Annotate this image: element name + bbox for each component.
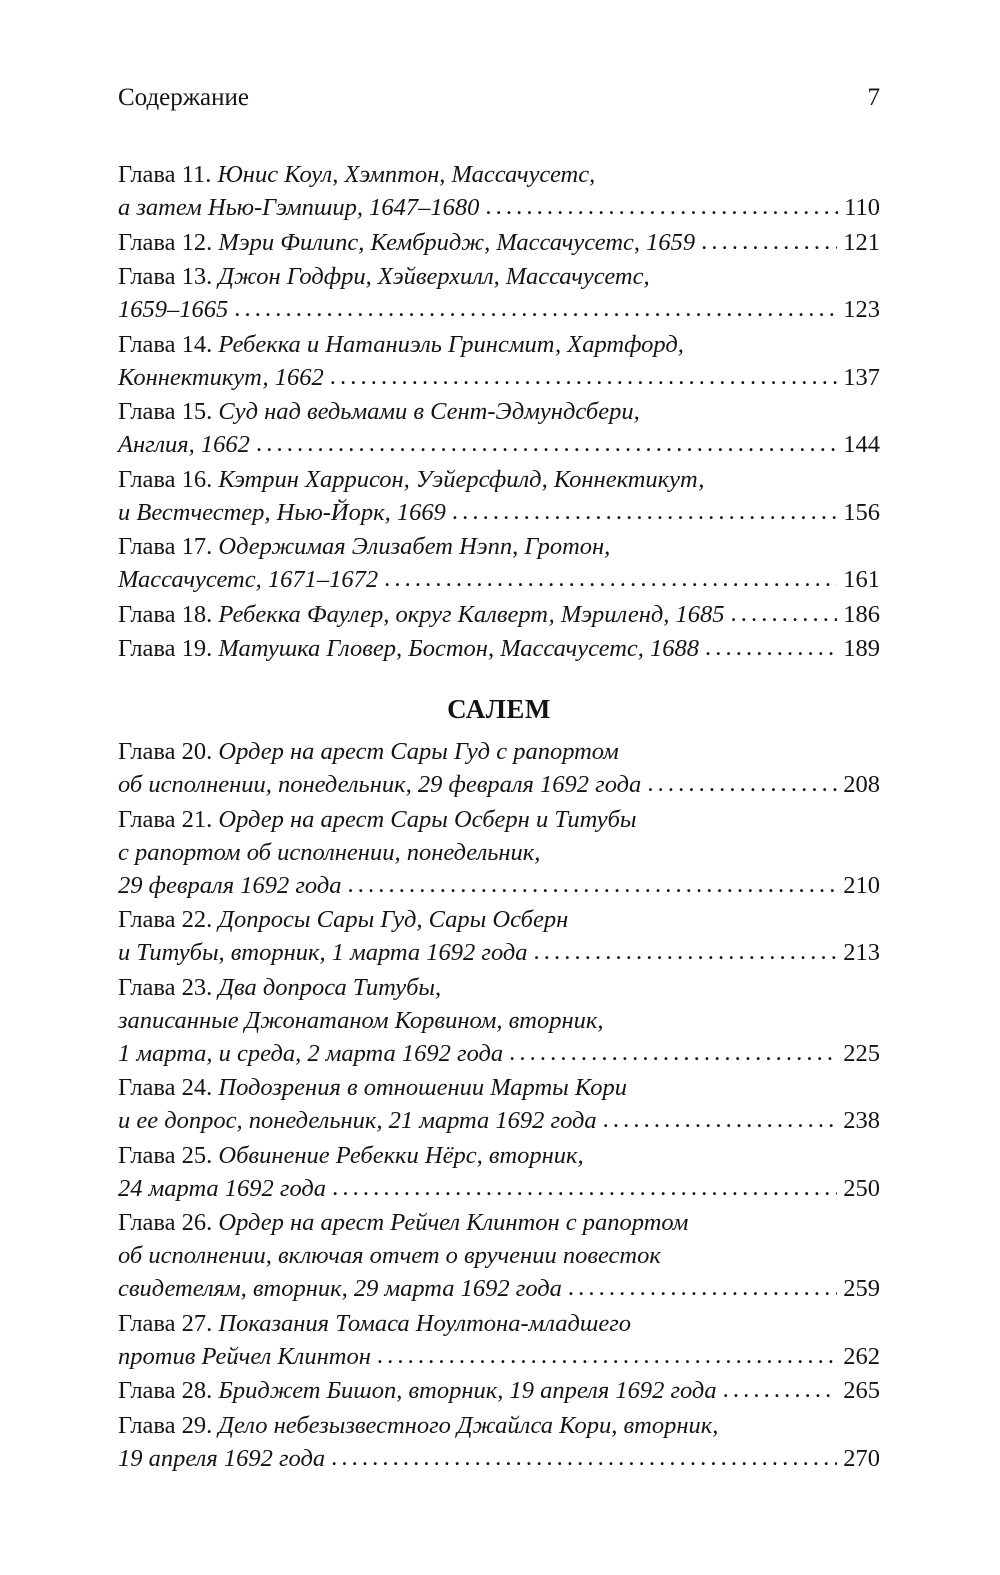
toc-page-number: 259 — [843, 1275, 880, 1302]
toc-entry[interactable] — [118, 1409, 880, 1475]
dot-leader — [485, 190, 838, 223]
chapter-label: Глава 22. — [118, 906, 213, 933]
toc-entry[interactable] — [118, 735, 880, 801]
chapter-title-line: Ордер на арест Сары Осберн и Титубы — [218, 805, 637, 833]
dot-leader — [347, 868, 837, 901]
chapter-title-line: Коннектикут, 1662 — [118, 363, 324, 391]
dot-leader — [647, 767, 837, 800]
chapter-title-line: Юнис Коул, Хэмптон, Массачусетс, — [217, 161, 596, 188]
chapter-title-line: и ее допрос, понедельник, 21 марта 1692 года — [118, 1107, 597, 1134]
chapter-title-line: Показания Томаса Ноултона-младшего — [218, 1309, 632, 1337]
toc-page-number: 123 — [843, 296, 880, 323]
dot-leader — [509, 1036, 837, 1069]
toc-entry-text — [118, 361, 324, 394]
running-head-title: Содержание — [118, 84, 249, 111]
chapter-title-line: Подозрения в отношении Марты Кори — [218, 1074, 627, 1101]
toc-entry-text — [118, 1209, 688, 1236]
dot-leader — [731, 597, 838, 630]
toc-entry-text — [118, 1310, 631, 1337]
toc-entry-text — [118, 1074, 627, 1101]
chapter-label: Глава 13. — [118, 263, 213, 290]
toc-entry[interactable] — [118, 1139, 880, 1205]
toc-entry-line — [118, 1409, 880, 1442]
toc-entry[interactable] — [118, 530, 880, 596]
chapter-title-line: Ордер на арест Рейчел Клинтон с рапортом — [218, 1209, 689, 1236]
chapter-title-line: Массачусетс, 1671–1672 — [118, 566, 379, 593]
toc-entry-line — [118, 260, 880, 293]
toc-page-number: 210 — [843, 871, 880, 899]
toc-entry-line — [118, 395, 880, 428]
chapter-title-line: Одержимая Элизабет Нэпп, Гротон, — [218, 533, 611, 560]
toc-entry[interactable] — [118, 158, 880, 224]
toc-page-number: 144 — [843, 431, 880, 458]
toc-entry-line — [118, 869, 880, 902]
chapter-title-line: 29 февраля 1692 года — [118, 871, 342, 899]
toc-entry-line — [118, 158, 880, 191]
toc-page-number: 110 — [844, 194, 880, 221]
toc-entry-line — [118, 328, 880, 361]
toc-entry-text — [118, 331, 684, 358]
chapter-label: Глава 11. — [118, 161, 212, 188]
toc-entry-line — [118, 463, 880, 496]
toc-entry-line — [118, 1004, 880, 1037]
chapter-title-line: Англия, 1662 — [118, 431, 250, 458]
toc-entry-text — [118, 1142, 584, 1169]
toc-entry[interactable] — [118, 328, 880, 394]
toc-entry-line — [118, 563, 880, 596]
chapter-title-line: Мэри Филипс, Кембридж, Массачусетс, 1659 — [218, 228, 696, 256]
toc-entry-line — [118, 836, 880, 869]
toc-entry-line — [118, 936, 880, 969]
toc-entry[interactable] — [118, 1374, 880, 1407]
toc-entry-text — [118, 839, 540, 866]
toc-page-number: 213 — [843, 939, 880, 966]
chapter-title-line: об исполнении, включая отчет о вручении повесток — [118, 1242, 661, 1269]
toc-entry-text — [118, 1037, 503, 1070]
toc-entry-line — [118, 1139, 880, 1172]
toc-entry[interactable] — [118, 1206, 880, 1305]
toc-entry-line — [118, 1340, 880, 1373]
chapter-title-line: Ребекка Фаулер, округ Калверт, Мэриленд, 1685 — [218, 600, 725, 628]
toc-entry[interactable] — [118, 632, 880, 665]
chapter-label: Глава 19. — [118, 635, 213, 662]
chapter-title-line: об исполнении, понедельник, 29 февраля 1692 года — [118, 771, 642, 798]
dot-leader — [384, 562, 837, 595]
toc-entry-line — [118, 496, 880, 529]
toc-page-number: 208 — [843, 771, 880, 798]
toc-entry-line — [118, 803, 880, 836]
toc-entry-line — [118, 1206, 880, 1239]
chapter-title-line: 1659–1665 — [118, 296, 229, 323]
toc-page-number: 262 — [843, 1342, 880, 1370]
toc-entry-line — [118, 1071, 880, 1104]
toc-list-part2 — [118, 735, 880, 1475]
chapter-title-line: Суд над ведьмами в Сент-Эдмундсбери, — [218, 398, 640, 425]
toc-entry-text — [118, 1442, 325, 1475]
section-heading-salem: САЛЕМ — [447, 694, 551, 724]
toc-entry-text — [118, 906, 568, 933]
chapter-label: Глава 26. — [118, 1209, 213, 1236]
toc-entry-line — [118, 1374, 880, 1407]
chapter-label: Глава 25. — [118, 1141, 213, 1169]
toc-entry[interactable] — [118, 1071, 880, 1137]
chapter-label: Глава 24. — [118, 1074, 213, 1101]
toc-page-number: 137 — [843, 363, 880, 391]
toc-page-number: 225 — [843, 1039, 880, 1067]
toc-entry-line — [118, 1307, 880, 1340]
toc-entry-line — [118, 1104, 880, 1137]
dot-leader — [701, 225, 837, 258]
toc-page-number: 121 — [843, 228, 880, 256]
toc-entry-text — [118, 598, 725, 631]
toc-entry-text — [118, 869, 341, 902]
toc-entry-line — [118, 226, 880, 259]
toc-page-number: 189 — [843, 635, 880, 662]
toc-entry-text — [118, 293, 228, 326]
chapter-title-line: Бриджет Бишоп, вторник, 19 апреля 1692 года — [218, 1377, 717, 1404]
toc-page-number: 265 — [843, 1377, 880, 1404]
toc-entry-text — [118, 1242, 661, 1269]
toc-entry-line — [118, 1442, 880, 1475]
toc-entry[interactable] — [118, 463, 880, 529]
chapter-title-line: Кэтрин Харрисон, Уэйерсфилд, Коннектикут, — [218, 465, 705, 493]
dot-leader — [705, 631, 837, 664]
chapter-label: Глава 23. — [118, 973, 213, 1001]
toc-entry[interactable] — [118, 971, 880, 1070]
toc-entry[interactable] — [118, 395, 880, 461]
toc-entry-text — [118, 974, 441, 1001]
toc-entry-line — [118, 361, 880, 394]
chapter-title-line: и Вестчестер, Нью-Йорк, 1669 — [118, 498, 446, 526]
toc-entry-text — [118, 1272, 562, 1305]
toc-entry-line — [118, 293, 880, 326]
toc-entry-text — [118, 632, 699, 665]
toc-entry-text — [118, 768, 641, 801]
chapter-label: Глава 28. — [118, 1377, 213, 1404]
toc-entry-line — [118, 1272, 880, 1305]
toc-entry-text — [118, 806, 637, 833]
toc-entry-line — [118, 1239, 880, 1272]
chapter-label: Глава 12. — [118, 228, 213, 256]
toc-entry-text — [118, 428, 250, 461]
toc-entry-text — [118, 1172, 326, 1205]
dot-leader — [603, 1103, 838, 1136]
toc-page-number: 156 — [843, 498, 880, 526]
toc-entry-line — [118, 768, 880, 801]
chapter-title-line: 24 марта 1692 года — [118, 1174, 327, 1202]
chapter-label: Глава 20. — [118, 738, 213, 765]
toc-entry-line — [118, 971, 880, 1004]
toc-entry-text — [118, 563, 378, 596]
toc-entry-text — [118, 936, 528, 969]
toc-page-number: 186 — [843, 600, 880, 628]
dot-leader — [452, 495, 837, 528]
chapter-label: Глава 29. — [118, 1411, 213, 1439]
toc-entry-line — [118, 1172, 880, 1205]
chapter-title-line: Джон Годфри, Хэйверхилл, Массачусетс, — [218, 263, 650, 290]
chapter-title-line: Два допроса Титубы, — [218, 973, 442, 1001]
dot-leader — [377, 1339, 837, 1372]
toc-entry-text — [118, 226, 695, 259]
toc-list-part1 — [118, 158, 880, 665]
toc-entry-text — [118, 1374, 717, 1407]
toc-entry-text — [118, 1007, 604, 1034]
dot-leader — [534, 935, 838, 968]
toc-entry-line — [118, 428, 880, 461]
toc-page-number: 270 — [843, 1444, 880, 1472]
chapter-label: Глава 14. — [118, 330, 213, 358]
chapter-title-line: Допросы Сары Гуд, Сары Осберн — [218, 906, 569, 933]
chapter-title-line: Дело небезызвестного Джайлса Кори, вторник, — [218, 1411, 719, 1439]
running-head — [118, 78, 880, 118]
chapter-title-line: Матушка Гловер, Бостон, Массачусетс, 1688 — [218, 635, 700, 662]
page-number: 7 — [867, 84, 880, 111]
chapter-title-line: и Титубы, вторник, 1 марта 1692 года — [118, 939, 528, 966]
toc-entry-line — [118, 598, 880, 631]
dot-leader — [568, 1271, 837, 1304]
chapter-label: Глава 15. — [118, 398, 213, 425]
toc-entry[interactable] — [118, 226, 880, 259]
toc-entry-text — [118, 466, 704, 493]
toc-entry-line — [118, 191, 880, 224]
toc-entry-text — [118, 1340, 371, 1373]
chapter-title-line: Ребекка и Натаниэль Гринсмит, Хартфорд, — [218, 330, 684, 358]
chapter-title-line: а затем Нью-Гэмпшир, 1647–1680 — [118, 194, 480, 221]
chapter-title-line: свидетелям, вторник, 29 марта 1692 года — [118, 1275, 562, 1302]
toc-entry-text — [118, 191, 479, 224]
chapter-title-line: Ордер на арест Сары Гуд с рапортом — [218, 738, 619, 765]
dot-leader — [332, 1171, 837, 1204]
toc-entry[interactable] — [118, 1307, 880, 1373]
toc-entry[interactable] — [118, 903, 880, 969]
toc-entry-text — [118, 263, 650, 290]
chapter-title-line: 1 марта, и среда, 2 марта 1692 года — [118, 1039, 504, 1067]
dot-leader — [234, 292, 837, 325]
chapter-label: Глава 18. — [118, 600, 213, 628]
toc-page — [118, 78, 880, 1476]
chapter-label: Глава 21. — [118, 805, 213, 833]
toc-entry-text — [118, 161, 595, 188]
dot-leader — [723, 1373, 838, 1406]
chapter-title-line: Обвинение Ребекки Нёрс, вторник, — [218, 1141, 584, 1169]
toc-entry-line — [118, 735, 880, 768]
toc-entry-line — [118, 1037, 880, 1070]
toc-entry[interactable] — [118, 803, 880, 902]
chapter-label: Глава 27. — [118, 1309, 213, 1337]
toc-entry-text — [118, 1104, 597, 1137]
toc-entry[interactable] — [118, 598, 880, 631]
chapter-label: Глава 17. — [118, 533, 213, 560]
dot-leader — [330, 360, 838, 393]
toc-entry-text — [118, 533, 610, 560]
toc-page-number: 161 — [843, 566, 880, 593]
toc-entry-line — [118, 903, 880, 936]
toc-entry-text — [118, 496, 446, 529]
dot-leader — [331, 1441, 837, 1474]
chapter-title-line: записанные Джонатаном Корвином, вторник, — [118, 1006, 604, 1034]
toc-page-number: 250 — [843, 1174, 880, 1202]
toc-entry-text — [118, 1412, 718, 1439]
toc-entry-line — [118, 530, 880, 563]
chapter-title-line: против Рейчел Клинтон — [118, 1342, 371, 1370]
dot-leader — [256, 427, 837, 460]
toc-entry-text — [118, 398, 640, 425]
chapter-title-line: 19 апреля 1692 года — [118, 1444, 326, 1472]
toc-page-number: 238 — [843, 1107, 880, 1134]
toc-entry-line — [118, 632, 880, 665]
toc-entry-text — [118, 738, 619, 765]
toc-entry[interactable] — [118, 260, 880, 326]
chapter-label: Глава 16. — [118, 465, 213, 493]
chapter-title-line: с рапортом об исполнении, понедельник, — [118, 838, 541, 866]
